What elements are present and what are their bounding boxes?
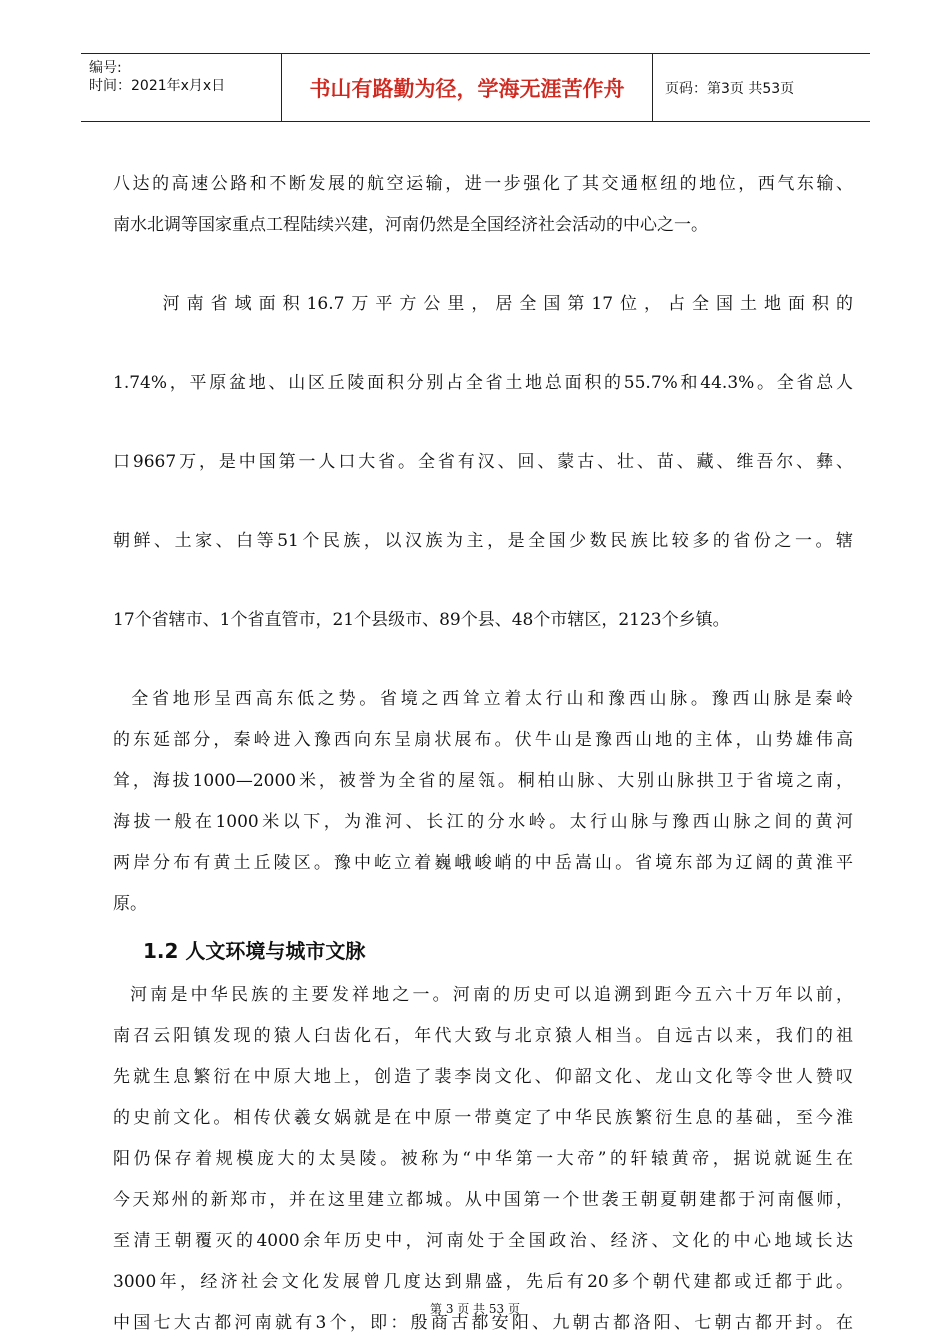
- paragraph: [113, 246, 853, 679]
- text-line: 今天郑州的新郑市，并在这里建立都城。从中国第一个世袭王朝夏朝建都于河南偃师，: [113, 1190, 853, 1210]
- header-motto: 书山有路勤为径，学海无涯苦作舟: [281, 54, 653, 121]
- text-line: 阳仍保存着规模庞大的太昊陵。被称为“中华第一大帝”的轩辕黄帝，据说就诞生在: [113, 1149, 853, 1169]
- text-line: 口9667万，是中国第一人口大省。全省有汉、回、蒙古、壮、苗、藏、维吾尔、彝、: [113, 452, 853, 472]
- text-line: 原。: [113, 894, 147, 914]
- text-line: 17个省辖市、1个省直管市，21个县级市、89个县、48个市辖区，2123个乡镇。: [113, 610, 730, 630]
- text-line: 海拔一般在1000米以下，为淮河、长江的分水岭。太行山脉与豫西山脉之间的黄河: [113, 812, 853, 832]
- document-body: [113, 164, 853, 1344]
- paragraph: [113, 975, 853, 1344]
- section-heading: 1.2 人文环境与城市文脉: [143, 939, 366, 963]
- text-line: 1.74%，平原盆地、山区丘陵面积分别占全省土地总面积的55.7%和44.3%。全省总人: [113, 373, 853, 393]
- text-line: 耸，海拔1000—2000米，被誉为全省的屋瓴。桐柏山脉、大别山脉拱卫于省境之南，: [113, 771, 853, 791]
- text-line: 南召云阳镇发现的猿人臼齿化石，年代大致与北京猿人相当。自远古以来，我们的祖: [113, 1026, 853, 1046]
- page-footer: 第 3 页 共 53 页: [430, 1302, 520, 1316]
- text-line: 先就生息繁衍在中原大地上，创造了裴李岗文化、仰韶文化、龙山文化等令世人赞叹: [113, 1067, 853, 1087]
- paragraph: [113, 164, 853, 246]
- text-line: 河南省域面积16.7万平方公里，居全国第17位，占全国土地面积的: [113, 294, 853, 314]
- text-line: 两岸分布有黄土丘陵区。豫中屹立着巍峨峻峭的中岳嵩山。省境东部为辽阔的黄淮平: [113, 853, 853, 873]
- document-date-label: 时间：2021年x月x日: [89, 78, 226, 94]
- header-page-info: 页码：第3页 共53页: [665, 80, 795, 97]
- text-line: 全省地形呈西高东低之势。省境之西耸立着太行山和豫西山脉。豫西山脉是秦岭: [113, 689, 853, 709]
- text-line: 3000年，经济社会文化发展曾几度达到鼎盛，先后有20多个朝代建都或迁都于此。: [113, 1272, 853, 1292]
- text-line: 南水北调等国家重点工程陆续兴建，河南仍然是全国经济社会活动的中心之一。: [113, 215, 708, 235]
- text-line: 的东延部分，秦岭进入豫西向东呈扇状展布。伏牛山是豫西山地的主体，山势雄伟高: [113, 730, 853, 750]
- header-meta: [81, 54, 281, 121]
- document-number-label: 编号:: [89, 60, 122, 76]
- text-line: 八达的高速公路和不断发展的航空运输，进一步强化了其交通枢纽的地位，西气东输、: [113, 174, 853, 194]
- paragraph: [113, 679, 853, 925]
- text-line: 朝鲜、土家、白等51个民族，以汉族为主，是全国少数民族比较多的省份之一。辖: [113, 531, 853, 551]
- text-line: 中国七大古都河南就有3个，即：殷商古都安阳、九朝古都洛阳、七朝古都开封。在: [113, 1313, 853, 1333]
- text-line: 河南是中华民族的主要发祥地之一。河南的历史可以追溯到距今五六十万年以前，: [113, 985, 853, 1005]
- page-header: [81, 53, 870, 122]
- text-line: 至清王朝覆灭的4000余年历史中，河南处于全国政治、经济、文化的中心地域长达: [113, 1231, 853, 1251]
- text-line: 的史前文化。相传伏羲女娲就是在中原一带奠定了中华民族繁衍生息的基础，至今淮: [113, 1108, 853, 1128]
